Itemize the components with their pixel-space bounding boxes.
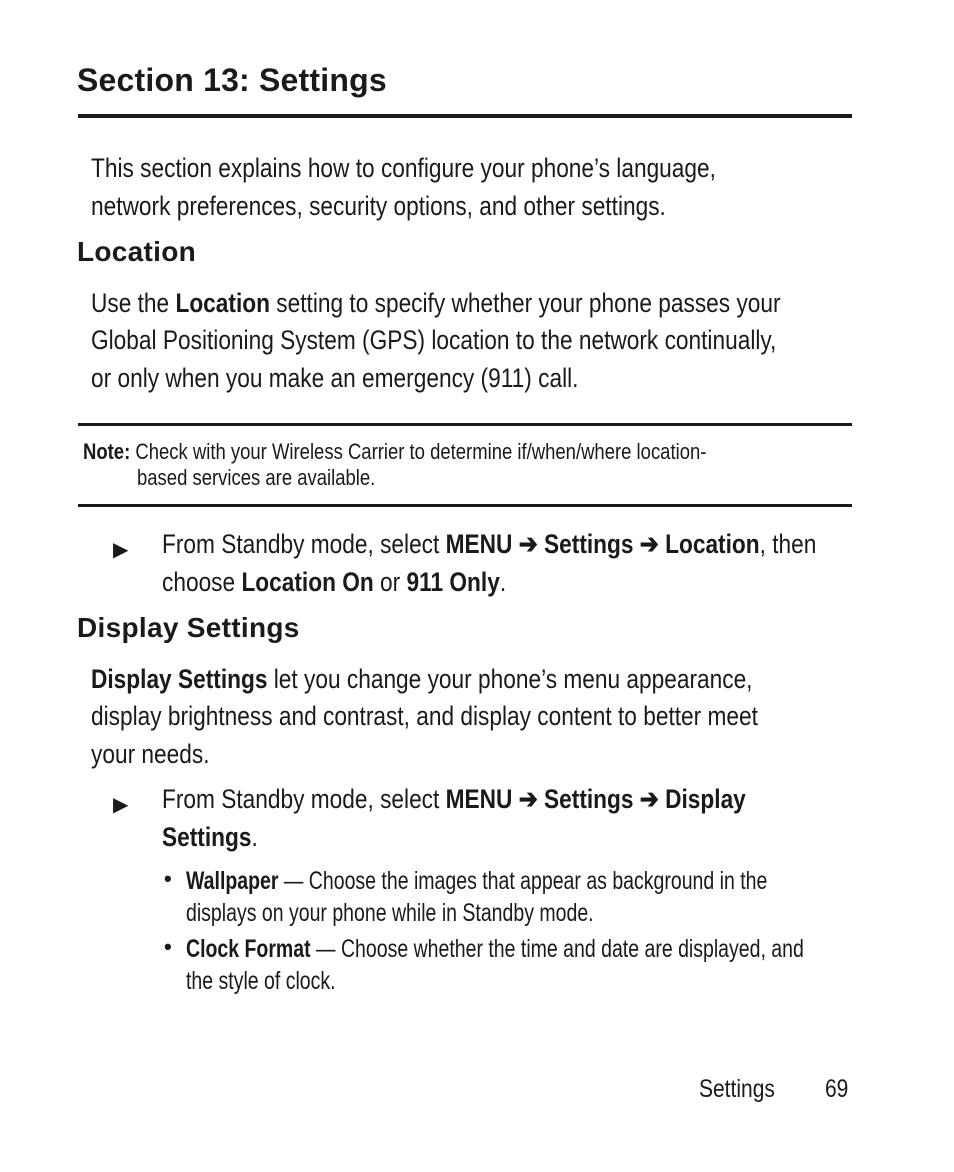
display-step-line-2 bbox=[162, 819, 258, 857]
option-term: Location On bbox=[241, 567, 374, 597]
clock-format-bullet-line-2: the style of clock. bbox=[186, 967, 336, 995]
text: — Choose whether the time and date are displayed, and bbox=[310, 935, 804, 963]
display-term: Display Settings bbox=[91, 664, 268, 694]
display-paragraph-line-3: your needs. bbox=[91, 739, 210, 769]
text: — Choose the images that appear as background in the bbox=[278, 867, 768, 895]
location-paragraph-line-2: Global Positioning System (GPS) location to the network continually, bbox=[91, 325, 777, 355]
settings-term: Settings bbox=[544, 784, 634, 814]
text: Use the bbox=[91, 288, 176, 318]
note-top-rule bbox=[78, 423, 852, 426]
footer-page-number: 69 bbox=[825, 1075, 849, 1103]
location-step-line-2 bbox=[162, 564, 506, 602]
arrow-glyph: ➔ bbox=[633, 784, 666, 814]
triangle-bullet-icon: ▶ bbox=[113, 794, 129, 816]
arrow-glyph: ➔ bbox=[512, 784, 545, 814]
display-paragraph-line-1 bbox=[91, 661, 752, 699]
menu-term: MENU bbox=[445, 529, 513, 559]
menu-term: MENU bbox=[445, 784, 513, 814]
note-line-1 bbox=[83, 439, 706, 465]
option-term: 911 Only bbox=[406, 567, 500, 597]
location-paragraph-line-3: or only when you make an emergency (911) call. bbox=[91, 363, 579, 393]
text: , then bbox=[759, 529, 817, 559]
display-term: Display bbox=[665, 784, 746, 814]
wallpaper-bullet-line-1 bbox=[186, 865, 767, 897]
text: . bbox=[499, 567, 507, 597]
page-title: Section 13: Settings bbox=[77, 62, 387, 98]
footer-section-name: Settings bbox=[699, 1075, 775, 1103]
bullet-dot-icon: • bbox=[164, 934, 172, 959]
arrow-glyph: ➔ bbox=[512, 529, 545, 559]
note-text: Check with your Wireless Carrier to determine if/when/where location- bbox=[135, 439, 707, 464]
display-paragraph-line-2: display brightness and contrast, and display content to better meet bbox=[91, 701, 758, 731]
wallpaper-bullet-line-2: displays on your phone while in Standby mode. bbox=[186, 899, 594, 927]
settings-term: Settings bbox=[544, 529, 634, 559]
location-term: Location bbox=[175, 288, 270, 318]
triangle-bullet-icon: ▶ bbox=[113, 539, 129, 561]
title-rule bbox=[78, 114, 852, 118]
intro-line-2: network preferences, security options, and other settings. bbox=[91, 191, 666, 221]
bullet-dot-icon: • bbox=[164, 866, 172, 891]
clock-format-term: Clock Format bbox=[186, 935, 311, 963]
text: let you change your phone’s menu appearance, bbox=[267, 664, 753, 694]
text: . bbox=[251, 822, 258, 852]
text: From Standby mode, select bbox=[162, 784, 446, 814]
note-bottom-rule bbox=[78, 504, 852, 507]
display-step-line-1 bbox=[162, 781, 746, 819]
note-label: Note: bbox=[83, 439, 131, 464]
note-line-2: based services are available. bbox=[137, 465, 376, 490]
clock-format-bullet-line-1 bbox=[186, 933, 804, 965]
text: or bbox=[373, 567, 407, 597]
location-paragraph-line-1 bbox=[91, 285, 781, 323]
settings-term: Settings bbox=[162, 822, 252, 852]
arrow-glyph: ➔ bbox=[633, 529, 666, 559]
location-heading: Location bbox=[77, 236, 197, 267]
text: setting to specify whether your phone passes your bbox=[269, 288, 781, 318]
wallpaper-term: Wallpaper bbox=[186, 867, 279, 895]
text: choose bbox=[162, 567, 242, 597]
location-step-line-1 bbox=[162, 526, 816, 564]
display-settings-heading: Display Settings bbox=[77, 612, 300, 643]
intro-line-1: This section explains how to configure your phone’s language, bbox=[91, 153, 716, 183]
location-term: Location bbox=[665, 529, 760, 559]
text: From Standby mode, select bbox=[162, 529, 446, 559]
